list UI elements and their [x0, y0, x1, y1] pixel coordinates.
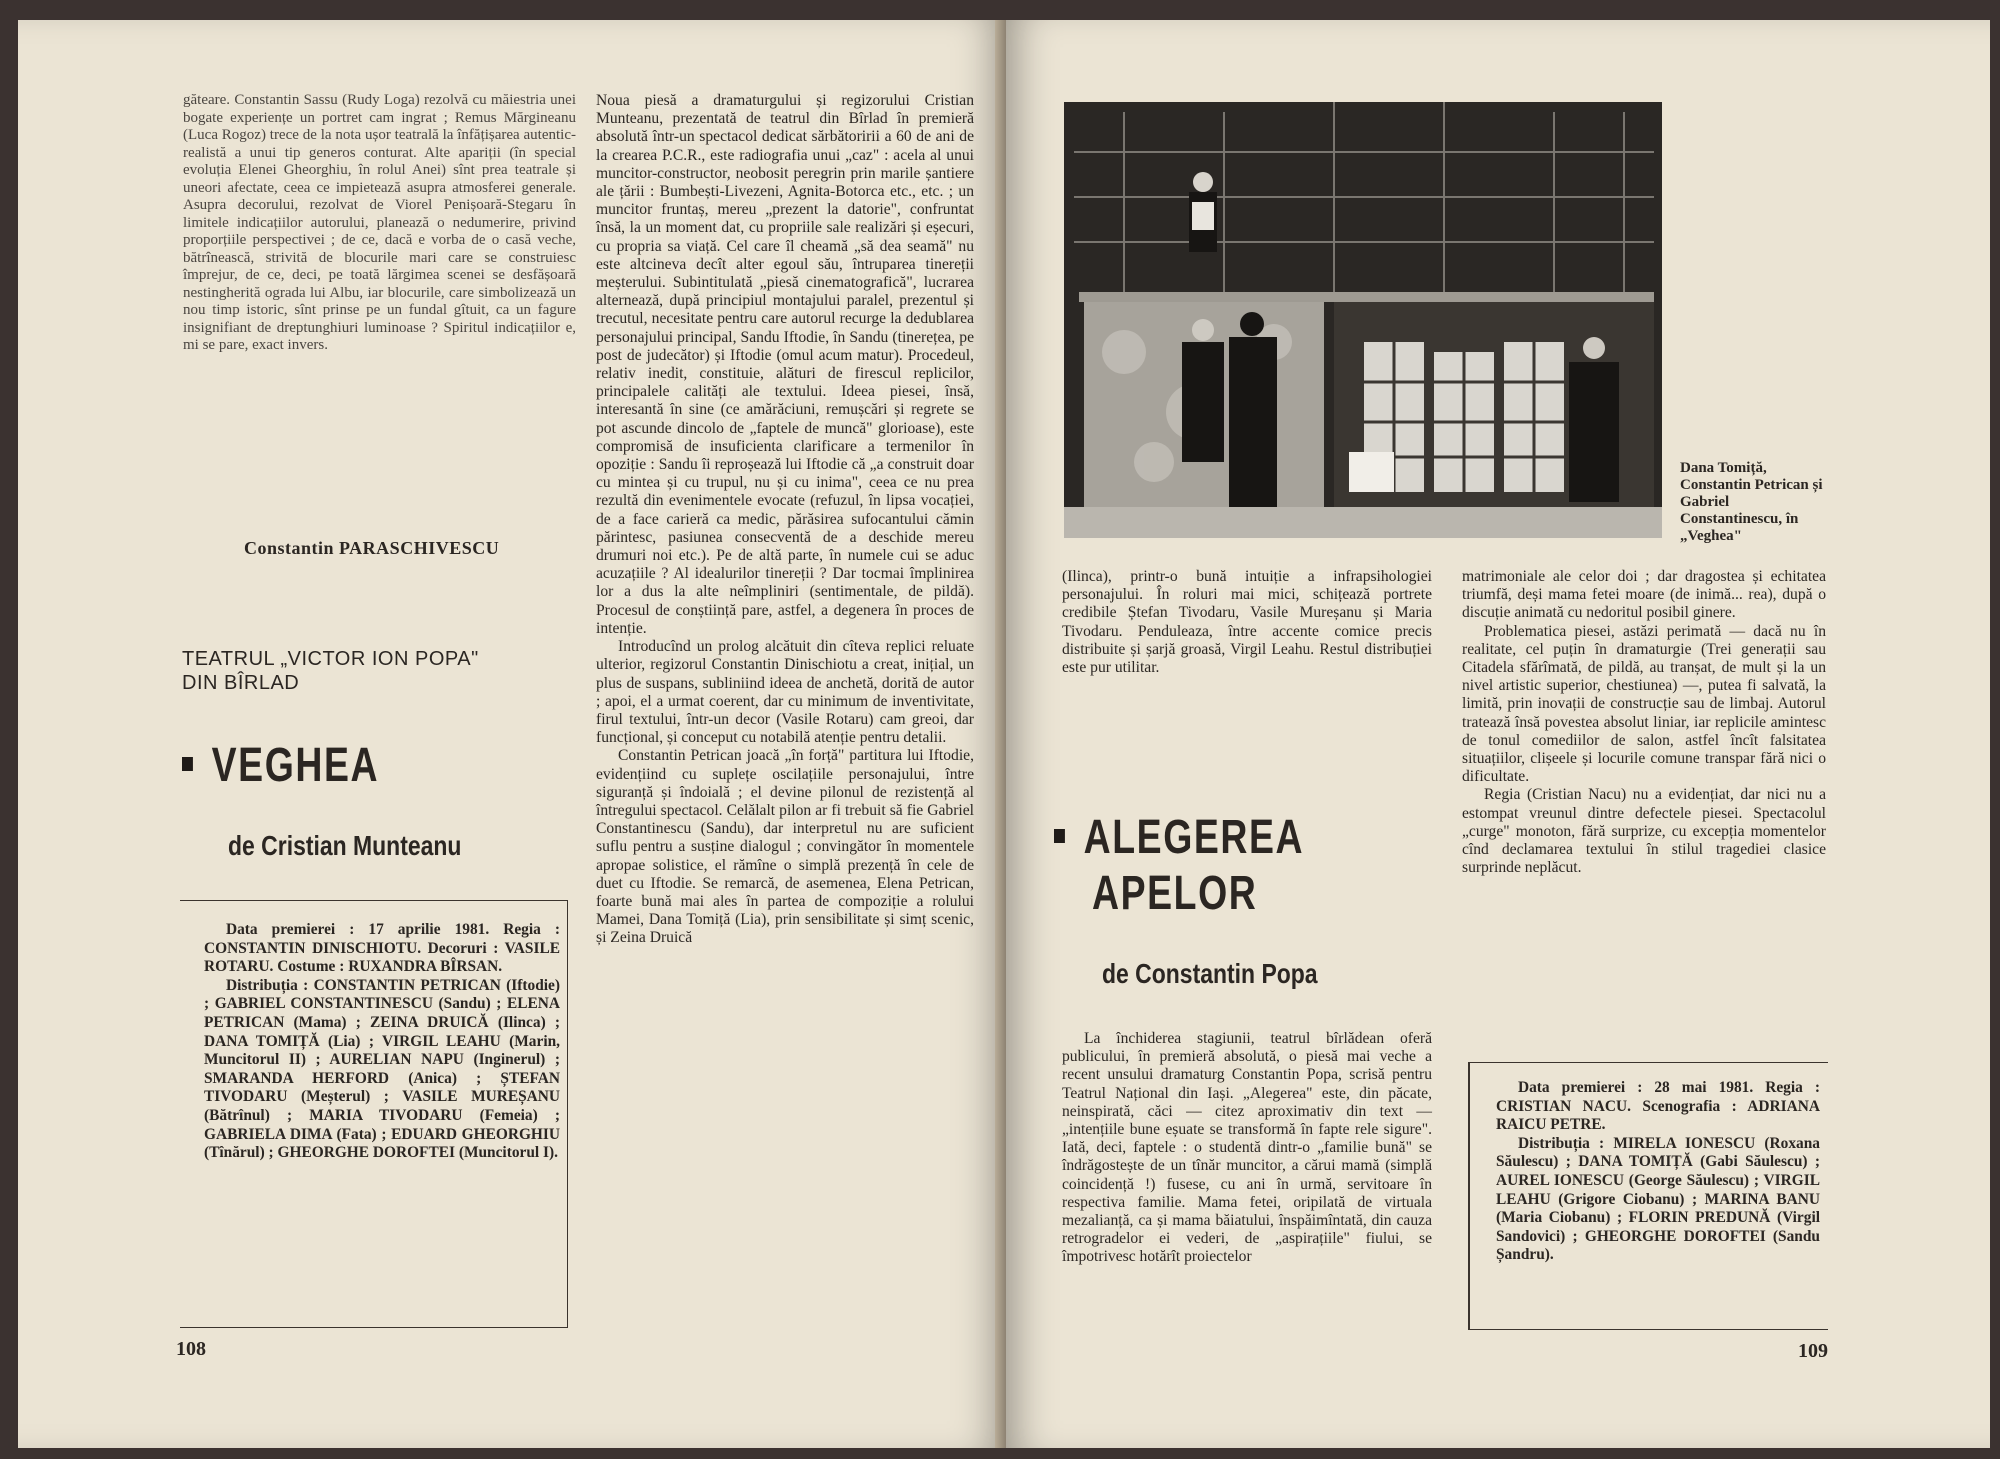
paragraph-r1: matrimoniale ale celor doi ; dar dragostea și echitatea triumfă, deși mama fetei moare (de inimă... rea), după o discuție animată cu nedoritul posibil ginere.: [1462, 568, 1826, 622]
play-author: de Cristian Munteanu: [228, 830, 462, 861]
page-number-right: 109: [1798, 1340, 1828, 1362]
play-title-line1: ALEGEREA: [1083, 811, 1305, 864]
review-continuation: găteare. Constantin Sassu (Rudy Loga) rezolvă cu măiestria unei bogate experiențe un portret cam ingrat ; Remus Mărgineanu (Luca Rogoz) trece de la nota ușor teatrală la înfățișarea autentic-realistă a unui tip generos conturat. Alte apariții (în special evoluția Elenei Gheorghiu, în rolul Anei) sînt prea teatrale și uneori afectate, ceea ce impietează asupra atmosferei generale. Asupra decorului, rezolvat de Viorel Penișoară-Stegaru în limitele indicațiilor autorului, planează o nedumerire, privind proporțiile perspectivei ; de ce, dacă e vorba de o casă veche, bătrînească, strivită de blocurile mari care se construiesc împrejur, de ce, deci, pe toată lărgimea scenei se desfășoară nestingherită ograda lui Albu, iar blocurile, care simbolizează un nou timp istoric, sînt prinse pe un fundal gîtuit, ca un fagure insignifiant de dreptunghiuri luminoase ? Spiritul indicațiilor e, mi se pare, exact invers.: [183, 92, 576, 353]
right-column-1-top: [1062, 568, 1432, 677]
credits-premiere: Data premierei : 17 aprilie 1981. Regia : CONSTANTIN DINISCHIOTU. Decoruri : VASILE ROTARU. Costume : RUXANDRA BÎRSAN.: [204, 921, 560, 976]
title-bullet-2: [1054, 829, 1065, 843]
paragraph-1: Noua piesă a dramaturgului și regizorului Cristian Munteanu, prezentată de teatrul din Bîrlad în premieră absolută într-un spectacol dedicat sărbătoririi a 60 de ani de la crearea P.C.R., este radiografia unui „caz" : acela al unui muncitor-constructor, neobosit peregrin prin marile șantiere ale țării : Bumbești-Livezeni, Agnita-Botorca etc., etc. ; un muncitor fruntaș, mereu „prezent la datorie", confruntat însă, la un moment dat, cu propriile sale realizări și eșecuri, cu propria sa viață. Cel care îl cheamă „să dea seamă" nu este altcineva decît alter egoul său, întruparea tinereții meșterului. Subintitulată „piesă cinematografică", lucrarea alternează, după principiul montajului paralel, prezentul și trecutul, necesitate pentru care autorul recurge la dedublarea personajului principal, Sandu Iftodie, în Sandu (tinerețea, pe post de judecător) și Iftodie (omul acum matur). Procedeul, relativ inedit, constituie, alături de firescul replicilor, principalele calități ale textului. Ideea piesei, însă, interesantă în sine (ce amărăciuni, remușcări și regrete se pot ascunde dincolo de „faptele de muncă" glorioase), este compromisă de insuficienta clarificare a termenilor în opoziție : Sandu îi reproșează lui Iftodie că „a construit doar cu mintea și cu trupul, nu și cu inima", ceea ce nu prea rezultă din evenimentele evocate (refuzul, în lipsa vocației, de a face carieră ca medic, părăsirea sufocantului cămin părintesc, pasiunea consecventă de a deschide mereu drumuri noi etc.). Pe de altă parte, în numele cui se aduc acuzațiile ? Al idealurilor tinereții ? Dar tocmai împlinirea lor a dus la alte neîmpliniri (sentimentale, de pildă). Procesul de conștiință pare, astfel, a degenera în proces de intenție.: [596, 92, 974, 637]
play-title-text: VEGHEA: [211, 739, 380, 792]
stage-photo: [1064, 102, 1662, 538]
stage-photo-image: [1064, 102, 1662, 538]
credits-cast: Distribuția : CONSTANTIN PETRICAN (Iftodie) ; GABRIEL CONSTANTINESCU (Sandu) ; ELENA PETRICAN (Mama) ; ZEINA DRUICĂ (Ilinca) ; DANA TOMIȚĂ (Lia) ; VIRGIL LEAHU (Marin, Muncitorul II) ; AURELIAN NAPU (Inginerul) ; SMARANDA HERFORD (Anica) ; ȘTEFAN TIVODARU (Meșterul) ; VASILE MUREȘANU (Bătrînul) ; MARIA TIVODARU (Femeia) ; GABRIELA DIMA (Fata) ; EDUARD GHEORGHIU (Tînărul) ; GHEORGHE DOROFTEI (Muncitorul I).: [204, 976, 560, 1162]
paragraph-r3: Regia (Cristian Nacu) nu a evidențiat, dar nici nu a estompat vreunul dintre defectele piesei. Spectacolul „curge" monoton, fără surprize, cu excepția momentelor cînd declamarea textului în stilul tragediei clasice surprinde neplăcut.: [1462, 786, 1826, 877]
play-title-alegerea: [1054, 810, 1304, 866]
play-author-2: de Constantin Popa: [1102, 958, 1318, 989]
page-number-left: 108: [176, 1338, 206, 1360]
credits-box-veghea: [180, 900, 568, 1328]
photo-caption: Dana Tomiță, Constantin Petrican și Gabriel Constantinescu, în „Veghea": [1680, 460, 1823, 544]
book-top-edge: [0, 0, 2000, 20]
left-column-1: [183, 92, 576, 355]
credits-divider: [567, 901, 569, 1327]
right-page: [1006, 20, 1990, 1448]
credits-premiere-2: Data premierei : 28 mai 1981. Regia : CRISTIAN NACU. Scenografia : ADRIANA RAICU PETRE.: [1496, 1079, 1820, 1134]
paragraph-3: Constantin Petrican joacă „în forță" partitura lui Iftodie, evidențiind cu suplețe oscilațiile personajului, între siguranță și îndoială ; el devine pilonul de rezistență al întregului spectacol. Celălalt pilon ar fi trebuit să fie Gabriel Constantinescu (Sandu), dar interpretul nu are suficient suflu pentru a susține dialogul ; convingător în momentele apropae solistice, el rămîne o simplă prezență în cele de duet cu Iftodie. Se remarcă, de asemenea, Elena Petrican, foarte bună mai ales în partea de compoziție a rolului Mamei, Dana Tomiță (Lia), prin sensibilitate și simț scenic, și Zeina Druică: [596, 747, 974, 947]
paragraph-r2: Problematica piesei, astăzi perimată — dacă nu în realitate, cel puțin în dramaturgie (Trei generații sau Citadela sfărîmată, de pildă, au tranșat, de mult și la un nivel artistic superior, chestiunea) —, putea fi salvată, la limită, prin inovații de construcție sau de limbaj. Autorul tratează însă povestea absolut liniar, iar replicile amintesc de tonul comediilor de salon, astfel încît falsitatea situațiilor, clișeele și locurile comune transpar fără nici o dificultate.: [1462, 622, 1826, 786]
credits-cast-2: Distribuția : MIRELA IONESCU (Roxana Săulescu) ; DANA TOMIȚĂ (Gabi Săulescu) ; AUREL IONESCU (George Săulescu) ; VIRGIL LEAHU (Grigore Ciobanu) ; MARINA BANU (Maria Ciobanu) ; FLORIN PREDUNĂ (Virgil Sandovici) ; GHEORGHE DOROFTEI (Sandu Șandru).: [1496, 1134, 1820, 1264]
right-column-1-bottom: [1062, 1030, 1432, 1267]
review-start-alegerea: La închiderea stagiunii, teatrul bîrlădean oferă publicului, în premieră absolută, o piesă mai veche a recent unsului dramaturg Constantin Popa, scrisă pentru Teatrul Național din Iași. „Alegerea" este, din păcate, neinspirată, căci — citez aproximativ din text — „intențiile bune eșuate se transformă în fapte rele sigure". Iată, deci, faptele : o studentă dintr-o „familie bună" se îndrăgostește de un tînăr muncitor, a cărui mamă (simplă coincidență !) fusese, cu ani în urmă, servitoare în respectiva familie. Mama fetei, oripilată de virtuala mezalianță, ca și mama băiatului, înspăimîntată, din cauza retrogradelor ei vederi, de „aspirațiile" fiului, se împotrivesc hotărît proiectelor: [1062, 1030, 1432, 1266]
review-end-veghea: (Ilinca), printr-o bună intuiție a infrapsihologiei personajului. În roluri mai mici, schițează portrete credibile Ștefan Tivodaru, Vasile Mureșanu și Maria Tivodaru. Penduleaza, între accente comice precis distribuite și șarjă groasă, Virgil Leahu. Restul distribuției este pur utilitar.: [1062, 568, 1432, 677]
paragraph-2: Introducînd un prolog alcătuit din cîteva replici reluate ulterior, regizorul Constantin Dinischiotu a creat, inițial, un plus de suspans, subliniind ideea de anchetă, dorită de autor ; apoi, el a urmat coerent, dar cu minimum de inventivitate, firul textului, într-un decor (Vasile Rotaru) cam greoi, dar funcțional, și conceput cu notabilă atenție pentru detalii.: [596, 638, 974, 747]
reviewer-signature: Constantin PARASCHIVESCU: [244, 538, 500, 558]
credits-divider-2: [1468, 1063, 1470, 1329]
theatre-name: TEATRUL „VICTOR ION POPA" DIN BÎRLAD: [182, 648, 479, 694]
play-title-alegerea-2: [1092, 866, 1257, 922]
right-column-2: [1462, 568, 1826, 877]
play-title-veghea: [182, 738, 379, 794]
left-column-2: [596, 92, 974, 948]
title-bullet: [182, 757, 193, 771]
play-title-line2: APELOR: [1092, 867, 1258, 920]
credits-box-alegerea: [1468, 1062, 1828, 1330]
left-page: [18, 20, 1004, 1448]
